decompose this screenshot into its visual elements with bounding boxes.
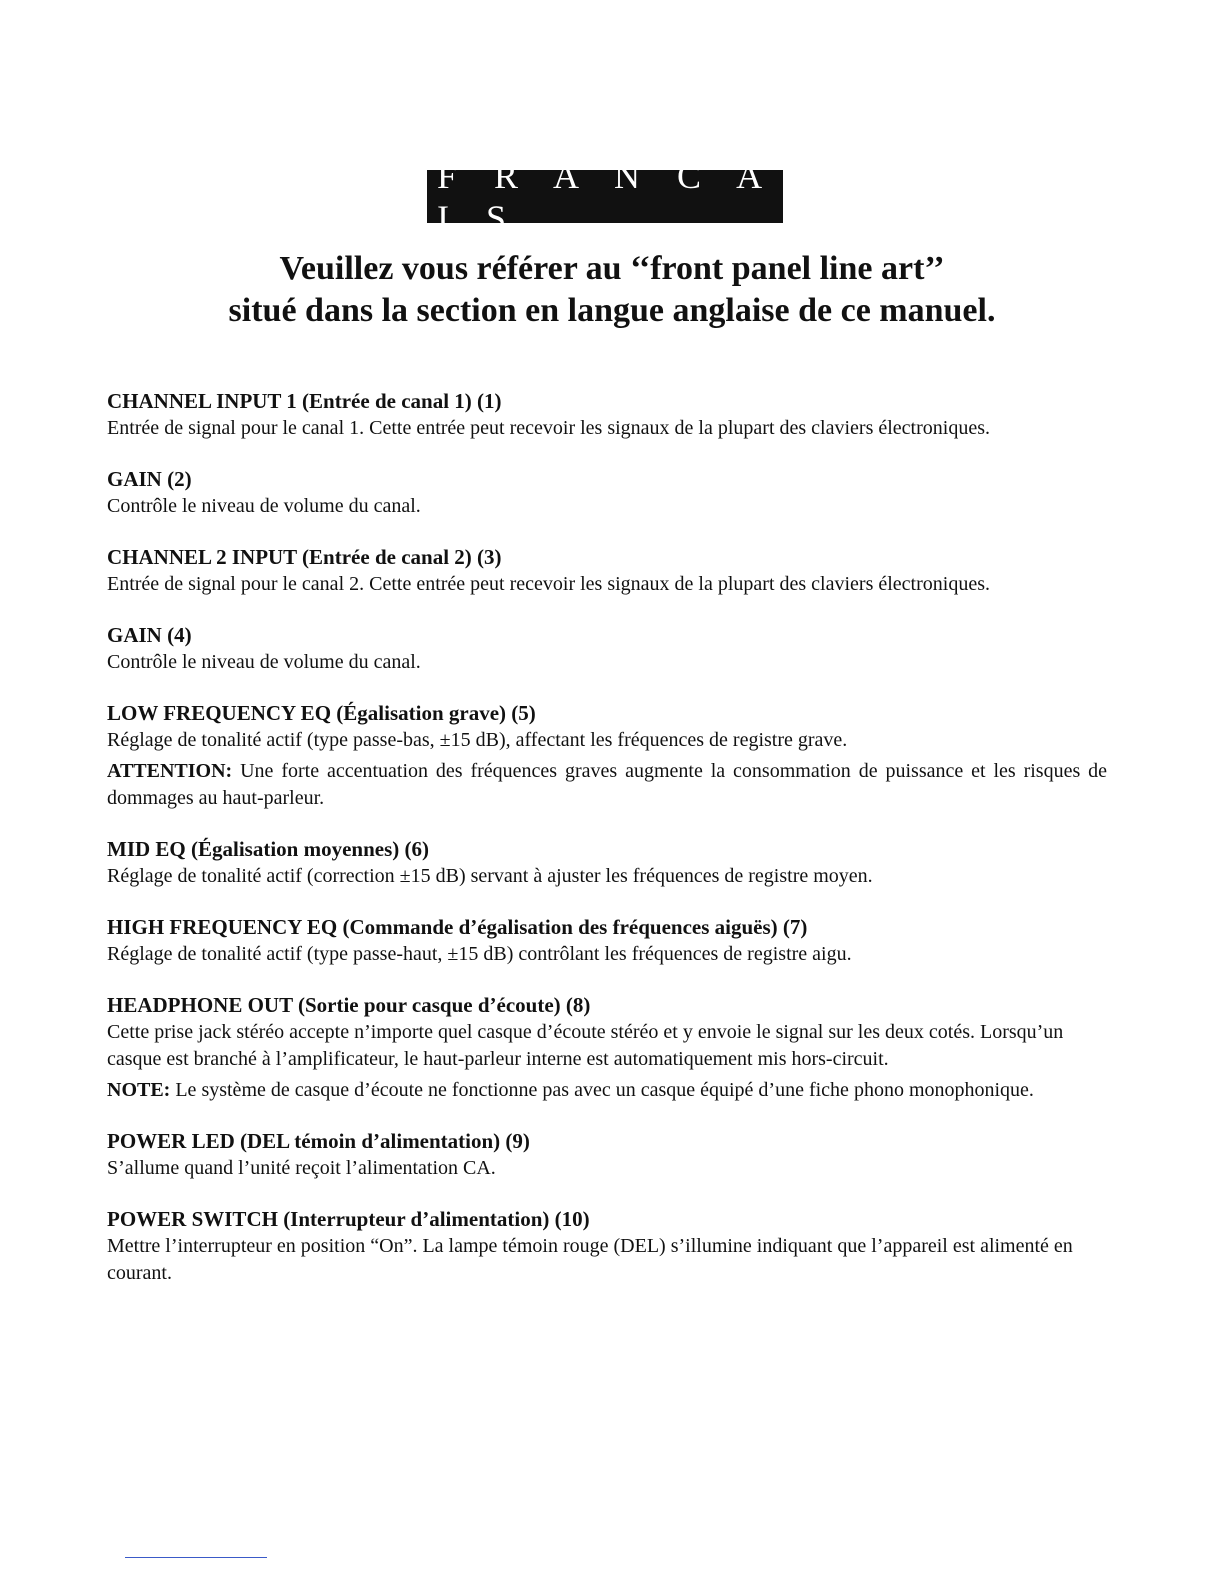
section-title: GAIN (4) bbox=[107, 623, 192, 647]
section-high-frequency-eq bbox=[107, 914, 1107, 968]
note-label: NOTE: bbox=[107, 1079, 171, 1101]
section-title: LOW FREQUENCY EQ (Égalisation grave) (5) bbox=[107, 701, 536, 725]
controls-description-list bbox=[107, 388, 1107, 1311]
section-title: HEADPHONE OUT (Sortie pour casque d’écoute) (8) bbox=[107, 993, 591, 1017]
section-power-switch bbox=[107, 1206, 1107, 1287]
footer-rule bbox=[125, 1557, 267, 1558]
section-title: POWER SWITCH (Interrupteur d’alimentation) (10) bbox=[107, 1207, 590, 1231]
section-title: POWER LED (DEL témoin d’alimentation) (9) bbox=[107, 1129, 530, 1153]
section-text: Entrée de signal pour le canal 1. Cette entrée peut recevoir les signaux de la plupart des claviers électroniques. bbox=[107, 417, 990, 439]
warning-label: ATTENTION: bbox=[107, 760, 233, 782]
section-text: Contrôle le niveau de volume du canal. bbox=[107, 495, 421, 517]
headline-line-1: Veuillez vous référer au ‘‘front panel line art’’ bbox=[279, 250, 945, 287]
section-headphone-out bbox=[107, 992, 1107, 1104]
section-gain-2 bbox=[107, 466, 1107, 520]
section-low-frequency-eq bbox=[107, 700, 1107, 812]
section-title: CHANNEL INPUT 1 (Entrée de canal 1) (1) bbox=[107, 389, 502, 413]
section-text: Réglage de tonalité actif (type passe-bas, ±15 dB), affectant les fréquences de registre grave. bbox=[107, 729, 848, 751]
headline-line-2: situé dans la section en langue anglaise de ce manuel. bbox=[228, 292, 996, 329]
section-title: MID EQ (Égalisation moyennes) (6) bbox=[107, 837, 429, 861]
section-text: Réglage de tonalité actif (type passe-haut, ±15 dB) contrôlant les fréquences de registre aigu. bbox=[107, 943, 852, 965]
section-text: S’allume quand l’unité reçoit l’alimentation CA. bbox=[107, 1157, 496, 1179]
section-text: Réglage de tonalité actif (correction ±15 dB) servant à ajuster les fréquences de registre moyen. bbox=[107, 865, 873, 887]
section-title: GAIN (2) bbox=[107, 467, 192, 491]
section-channel-input-1 bbox=[107, 388, 1107, 442]
language-banner: F R A N C A I S bbox=[427, 170, 783, 223]
section-text: Contrôle le niveau de volume du canal. bbox=[107, 651, 421, 673]
section-gain-4 bbox=[107, 622, 1107, 676]
page-headline bbox=[0, 248, 1224, 332]
section-title: HIGH FREQUENCY EQ (Commande d’égalisation des fréquences aiguës) (7) bbox=[107, 915, 808, 939]
warning-note bbox=[107, 758, 1107, 812]
section-text: Mettre l’interrupteur en position “On”. La lampe témoin rouge (DEL) s’illumine indiquant que l’appareil est alimenté en courant. bbox=[107, 1235, 1073, 1284]
section-text: Cette prise jack stéréo accepte n’importe quel casque d’écoute stéréo et y envoie le signal sur les deux cotés. Lorsqu’un casque est branché à l’amplificateur, le haut-parleur interne est automatiquement mis hors-circuit. bbox=[107, 1021, 1064, 1070]
warning-text: Une forte accentuation des fréquences graves augmente la consommation de puissance et les risques de dommages au haut-parleur. bbox=[107, 760, 1107, 809]
section-channel-input-2 bbox=[107, 544, 1107, 598]
note-text: Le système de casque d’écoute ne fonctionne pas avec un casque équipé d’une fiche phono monophonique. bbox=[170, 1079, 1034, 1101]
section-power-led bbox=[107, 1128, 1107, 1182]
section-text: Entrée de signal pour le canal 2. Cette entrée peut recevoir les signaux de la plupart des claviers électroniques. bbox=[107, 573, 990, 595]
section-mid-eq bbox=[107, 836, 1107, 890]
note bbox=[107, 1077, 1107, 1104]
section-title: CHANNEL 2 INPUT (Entrée de canal 2) (3) bbox=[107, 545, 502, 569]
